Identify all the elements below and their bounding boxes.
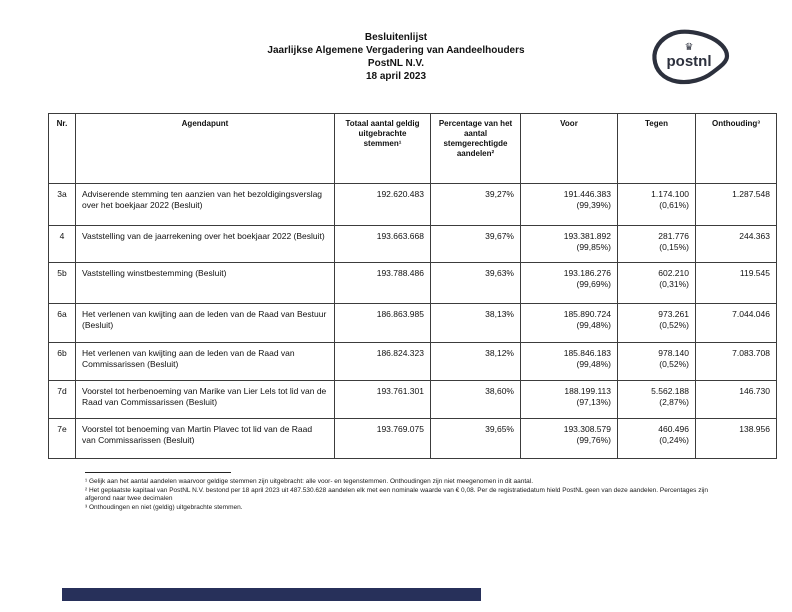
cell-totaal: 193.769.075 — [335, 419, 431, 459]
cell-onthouding: 1.287.548 — [696, 184, 777, 226]
cell-percentage: 39,63% — [431, 263, 521, 304]
tegen-percentage: (0,61%) — [659, 200, 689, 210]
tegen-percentage: (0,31%) — [659, 279, 689, 289]
cell-percentage: 38,60% — [431, 381, 521, 419]
voor-count: 185.890.724 — [563, 309, 611, 319]
cell-voor — [521, 343, 618, 381]
title-line-4: 18 april 2023 — [365, 71, 427, 82]
column-header-percentage: Percentage van het aantal stemgerechtigde aandelen² — [431, 114, 521, 184]
cell-nr: 5b — [49, 263, 76, 304]
crown-icon: ♛ — [684, 42, 694, 53]
tegen-count: 978.140 — [658, 348, 689, 358]
table-header-row — [49, 114, 777, 184]
footnotes-block — [85, 472, 709, 512]
cell-tegen — [618, 343, 696, 381]
cell-nr: 7d — [49, 381, 76, 419]
footnote-2: ² Het geplaatste kapitaal van PostNL N.V. bestond per 18 april 2023 uit 487.530.628 aandelen elk met een nominale waarde van € 0,08. Per de registratiedatum hield PostNL geen van deze aandelen. Percentages zijn afgerond naar twee decimalen — [85, 486, 708, 502]
voor-count: 185.846.183 — [563, 348, 611, 358]
title-line-2: Jaarlijkse Algemene Vergadering van Aandeelhouders — [267, 45, 525, 56]
cell-onthouding: 146.730 — [696, 381, 777, 419]
tegen-percentage: (0,15%) — [659, 242, 689, 252]
voor-count: 193.381.892 — [563, 231, 611, 241]
cell-tegen — [618, 184, 696, 226]
footer-bar — [62, 588, 481, 601]
table-row — [49, 184, 777, 226]
cell-voor — [521, 226, 618, 263]
cell-totaal: 193.788.486 — [335, 263, 431, 304]
cell-voor — [521, 419, 618, 459]
tegen-count: 281.776 — [658, 231, 689, 241]
cell-tegen — [618, 304, 696, 343]
cell-nr: 7e — [49, 419, 76, 459]
column-header-agendapunt: Agendapunt — [76, 114, 335, 184]
cell-agendapunt: Het verlenen van kwijting aan de leden van de Raad van Commissarissen (Besluit) — [76, 343, 335, 381]
cell-onthouding: 119.545 — [696, 263, 777, 304]
cell-nr: 6a — [49, 304, 76, 343]
cell-tegen — [618, 263, 696, 304]
voor-percentage: (99,76%) — [576, 435, 611, 445]
footnote-3: ³ Onthoudingen en niet (geldig) uitgebrachte stemmen. — [85, 503, 243, 511]
cell-onthouding: 7.083.708 — [696, 343, 777, 381]
cell-percentage: 38,13% — [431, 304, 521, 343]
column-header-totaal: Totaal aantal geldig uitgebrachte stemmen¹ — [335, 114, 431, 184]
voor-percentage: (99,39%) — [576, 200, 611, 210]
voor-percentage: (99,85%) — [576, 242, 611, 252]
cell-percentage: 39,65% — [431, 419, 521, 459]
table-row — [49, 263, 777, 304]
cell-nr: 3a — [49, 184, 76, 226]
column-header-voor: Voor — [521, 114, 618, 184]
cell-tegen — [618, 226, 696, 263]
voor-count: 188.199.113 — [564, 386, 611, 396]
title-line-1: Besluitenlijst — [364, 32, 428, 43]
cell-percentage: 38,12% — [431, 343, 521, 381]
decisions-table — [48, 113, 777, 459]
voor-percentage: (99,69%) — [576, 279, 611, 289]
voor-count: 193.308.579 — [563, 424, 611, 434]
cell-nr: 6b — [49, 343, 76, 381]
logo-text: postnl — [666, 53, 712, 70]
cell-tegen — [618, 419, 696, 459]
cell-totaal: 186.863.985 — [335, 304, 431, 343]
cell-voor — [521, 304, 618, 343]
tegen-percentage: (0,52%) — [659, 359, 689, 369]
cell-agendapunt: Adviserende stemming ten aanzien van het bezoldigingsverslag over het boekjaar 2022 (Besluit) — [76, 184, 335, 226]
table-row — [49, 343, 777, 381]
cell-onthouding: 138.956 — [696, 419, 777, 459]
table-row — [49, 226, 777, 263]
column-header-nr: Nr. — [49, 114, 76, 184]
cell-voor — [521, 381, 618, 419]
tegen-count: 602.210 — [658, 268, 689, 278]
cell-agendapunt: Voorstel tot herbenoeming van Marike van Lier Lels tot lid van de Raad van Commissarissen (Besluit) — [76, 381, 335, 419]
cell-agendapunt: Vaststelling winstbestemming (Besluit) — [76, 263, 335, 304]
voor-percentage: (99,48%) — [576, 320, 611, 330]
table-row — [49, 381, 777, 419]
cell-voor — [521, 263, 618, 304]
column-header-tegen: Tegen — [618, 114, 696, 184]
tegen-percentage: (0,52%) — [659, 320, 689, 330]
cell-percentage: 39,27% — [431, 184, 521, 226]
voor-count: 191.446.383 — [563, 189, 611, 199]
tegen-count: 460.496 — [658, 424, 689, 434]
footnote-separator — [85, 472, 231, 473]
tegen-count: 5.562.188 — [651, 386, 689, 396]
footnote-1: ¹ Gelijk aan het aantal aandelen waarvoor geldige stemmen zijn uitgebracht: alle voor- en tegenstemmen. Onthoudingen zijn niet meegenomen in dit aantal. — [85, 478, 534, 485]
cell-nr: 4 — [49, 226, 76, 263]
tegen-percentage: (0,24%) — [659, 435, 689, 445]
cell-percentage: 39,67% — [431, 226, 521, 263]
postnl-logo — [646, 26, 734, 86]
cell-agendapunt: Voorstel tot benoeming van Martin Plavec tot lid van de Raad van Commissarissen (Besluit) — [76, 419, 335, 459]
tegen-percentage: (2,87%) — [659, 397, 689, 407]
cell-totaal: 186.824.323 — [335, 343, 431, 381]
voor-count: 193.186.276 — [563, 268, 611, 278]
column-header-onthouding: Onthouding³ — [696, 114, 777, 184]
cell-totaal: 193.761.301 — [335, 381, 431, 419]
cell-agendapunt: Het verlenen van kwijting aan de leden van de Raad van Bestuur (Besluit) — [76, 304, 335, 343]
voor-percentage: (99,48%) — [576, 359, 611, 369]
cell-tegen — [618, 381, 696, 419]
title-line-3: PostNL N.V. — [367, 58, 425, 69]
cell-onthouding: 244.363 — [696, 226, 777, 263]
cell-totaal: 192.620.483 — [335, 184, 431, 226]
voor-percentage: (97,13%) — [576, 397, 611, 407]
cell-agendapunt: Vaststelling van de jaarrekening over het boekjaar 2022 (Besluit) — [76, 226, 335, 263]
table-row — [49, 304, 777, 343]
tegen-count: 973.261 — [658, 309, 689, 319]
table-row — [49, 419, 777, 459]
cell-onthouding: 7.044.046 — [696, 304, 777, 343]
cell-totaal: 193.663.668 — [335, 226, 431, 263]
tegen-count: 1.174.100 — [651, 189, 689, 199]
cell-voor — [521, 184, 618, 226]
postnl-logo-shape — [646, 26, 734, 86]
